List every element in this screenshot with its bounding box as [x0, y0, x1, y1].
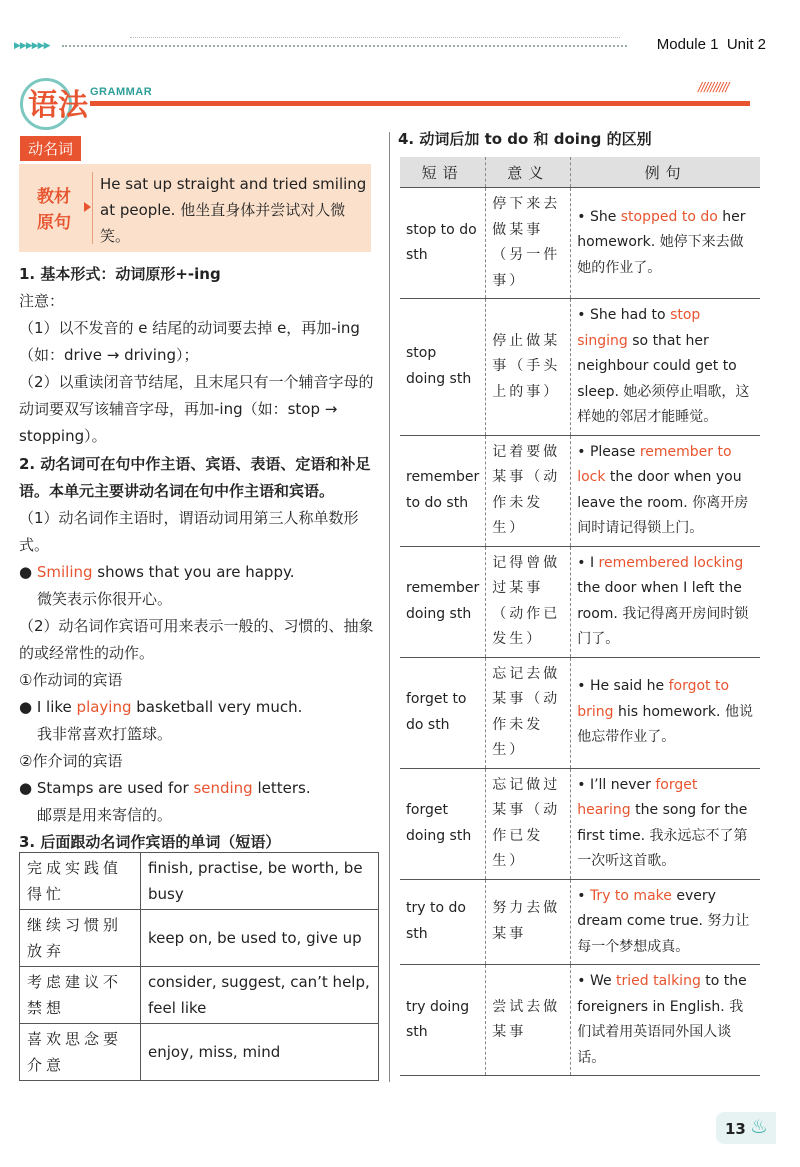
- header-dotted-line: [62, 45, 627, 47]
- column-divider: [389, 132, 390, 1082]
- title-bar: [90, 101, 750, 106]
- obj2-title: ②作介词的宾语: [19, 752, 123, 770]
- gerund-tag: 动名词: [20, 136, 81, 161]
- s2-point-2: （2）动名词作宾语可用来表示一般的、习惯的、抽象的或经常性的动作。: [19, 617, 374, 662]
- module-unit-label: Module 1 Unit 2: [656, 36, 766, 53]
- table-row: forget to do sth 忘记去做某事（动作未发生） • He said he forgot to bring his homework. 他说他忘带作业了。: [400, 657, 760, 768]
- gerund-verbs-table: [19, 852, 379, 1081]
- s1-rule-1: （1）以不发音的 e 结尾的动词要去掉 e，再加-ing（如：drive → driving）；: [19, 319, 360, 364]
- balloon-icon: ♨: [750, 1114, 768, 1138]
- section-subtitle: GRAMMAR: [90, 86, 153, 98]
- table-row: stop doing sth 停止做某事（手头上的事） • She had to stop singing so that her neighbour could get to sleep. 她必须停止唱歌，这样她的邻居才能睡觉。: [400, 299, 760, 436]
- source-sentence: He sat up straight and tried smiling at people. 他坐直身体并尝试对人微笑。: [100, 175, 367, 245]
- section-2: [19, 451, 379, 856]
- s3-title: 3. 后面跟动名词作宾语的单词（短语）: [19, 833, 281, 851]
- table-row: remember doing sth 记得曾做过某事（动作已发生） • I remembered locking the door when I left the room. 我记得离开房间时锁门了。: [400, 546, 760, 657]
- section-1: [19, 261, 379, 450]
- table-row: remember to do sth 记着要做某事（动作未发生） • Please remember to lock the door when you leave the room. 你离开房间时请记得锁上门。: [400, 435, 760, 546]
- table-row: 继续习惯别放弃 keep on, be used to, give up: [20, 910, 379, 967]
- source-label: 教材原句: [37, 187, 71, 233]
- header-dotted-line-top: [130, 37, 620, 38]
- example-3: ● Stamps are used for sending letters.: [19, 779, 311, 797]
- section-title: 语法: [28, 88, 88, 123]
- example-1: ● Smiling shows that you are happy.: [19, 563, 295, 581]
- example-2-cn: 我非常喜欢打篮球。: [37, 725, 173, 743]
- s2-title: 2. 动名词可在句中作主语、宾语、表语、定语和补足语。本单元主要讲动名词在句中作主语和宾语。: [19, 455, 371, 500]
- obj1-title: ①作动词的宾语: [19, 671, 123, 689]
- comparison-title: 4. 动词后加 to do 和 doing 的区别: [398, 130, 652, 148]
- table-row: 考虑建议不禁想 consider, suggest, can’t help, feel like: [20, 967, 379, 1024]
- example-3-cn: 邮票是用来寄信的。: [37, 806, 173, 824]
- comparison-table: [400, 157, 760, 1076]
- table-header: 短语 意义 例句: [400, 157, 760, 188]
- table-row: try to do sth 努力去做某事 • Try to make every dream come true. 努力让每一个梦想成真。: [400, 879, 760, 965]
- header-slashes: //////////: [698, 80, 729, 94]
- s1-note: 注意：: [19, 292, 65, 310]
- s1-title: 1. 基本形式：动词原形+-ing: [19, 265, 221, 283]
- header-arrows: ▶▶▶▶▶▶: [14, 41, 50, 51]
- page-number: 13: [725, 1120, 746, 1138]
- table-row: 完成实践值得忙 finish, practise, be worth, be busy: [20, 853, 379, 910]
- s2-point-1: （1）动名词作主语时，谓语动词用第三人称单数形式。: [19, 509, 359, 554]
- table-row: stop to do sth 停下来去做某事（另一件事） • She stopped to do her homework. 她停下来去做她的作业了。: [400, 188, 760, 299]
- source-divider: [92, 172, 93, 244]
- table-row: 喜欢思念要介意 enjoy, miss, mind: [20, 1024, 379, 1081]
- example-1-cn: 微笑表示你很开心。: [37, 590, 173, 608]
- table-row: try doing sth 尝试去做某事 • We tried talking to the foreigners in English. 我们试着用英语同外国人谈话。: [400, 965, 760, 1076]
- s1-rule-2: （2）以重读闭音节结尾，且末尾只有一个辅音字母的动词要双写该辅音字母，再加-ing（如：stop → stopping）。: [19, 373, 374, 445]
- example-2: ● I like playing basketball very much.: [19, 698, 303, 716]
- source-arrow-icon: [84, 202, 91, 212]
- table-row: forget doing sth 忘记做过某事（动作已发生） • I’ll never forget hearing the song for the first time. 我永远忘不了第一次听这首歌。: [400, 768, 760, 879]
